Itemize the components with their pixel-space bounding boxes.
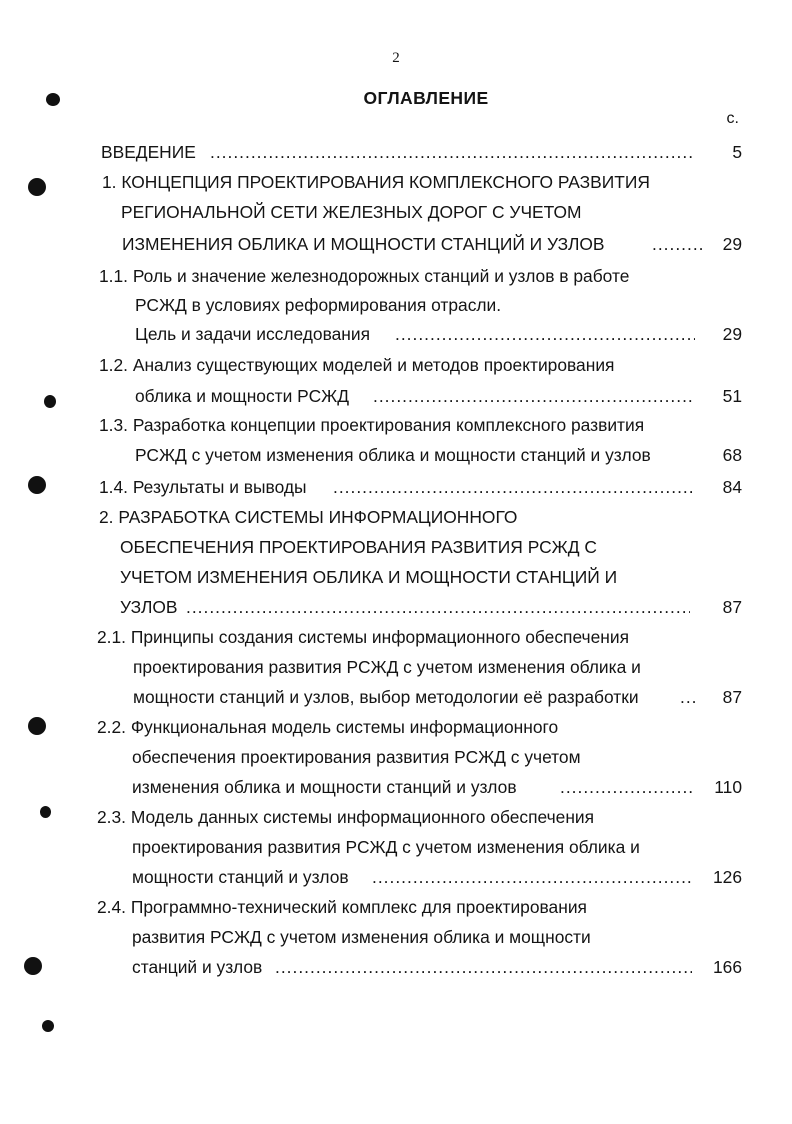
dot-leader xyxy=(373,384,695,408)
toc-entry-title-line: проектирования развития РСЖД с учетом изменения облика и xyxy=(132,837,640,857)
punch-hole-mark xyxy=(28,178,46,196)
toc-entry-title-line: УЧЕТОМ ИЗМЕНЕНИЯ ОБЛИКА И МОЩНОСТИ СТАНЦИЙ И xyxy=(120,567,618,587)
toc-entry-title-line: мощности станций и узлов xyxy=(132,867,349,887)
toc-entry-title-line: проектирования развития РСЖД с учетом изменения облика и xyxy=(133,657,641,677)
punch-hole-mark xyxy=(28,476,46,494)
toc-page-number: 87 xyxy=(722,597,742,617)
toc-entry-title: 2.2. Функциональная модель системы информационного xyxy=(97,717,559,737)
toc-page-number: 5 xyxy=(732,142,742,162)
toc-entry-title-line: мощности станций и узлов, выбор методологии её разработки xyxy=(133,687,639,707)
toc-entry-title: 1.3. Разработка концепции проектирования комплексного развития xyxy=(99,415,645,435)
toc-entry-title-line: обеспечения проектирования развития РСЖД с учетом xyxy=(132,747,581,767)
dot-leader xyxy=(395,322,695,346)
toc-entry-title: 1.1. Роль и значение железнодорожных станций и узлов в работе xyxy=(99,266,630,286)
toc-entry-title-line: станций и узлов xyxy=(132,957,263,977)
dot-leader xyxy=(186,595,690,619)
toc-entry-title-line: РСЖД с учетом изменения облика и мощности станций и узлов xyxy=(135,445,651,465)
toc-entry-title-line: ИЗМЕНЕНИЯ ОБЛИКА И МОЩНОСТИ СТАНЦИЙ И УЗЛОВ xyxy=(122,234,605,254)
punch-hole-mark xyxy=(28,717,46,735)
toc-entry-title: 2.3. Модель данных системы информационного обеспечения xyxy=(97,807,595,827)
toc-entry-title-line: РЕГИОНАЛЬНОЙ СЕТИ ЖЕЛЕЗНЫХ ДОРОГ С УЧЕТОМ xyxy=(121,202,582,222)
toc-entry-title: 1.4. Результаты и выводы xyxy=(99,477,307,497)
toc-page-number: 68 xyxy=(722,445,742,465)
toc-entry-title-line: изменения облика и мощности станций и узлов xyxy=(132,777,517,797)
toc-entry-title: 2.4. Программно-технический комплекс для проектирования xyxy=(97,897,587,917)
punch-hole-mark xyxy=(44,395,56,408)
dot-leader xyxy=(210,140,693,164)
toc-entry-title-line: УЗЛОВ xyxy=(120,597,178,617)
toc-entry-title-line: развития РСЖД с учетом изменения облика и мощности xyxy=(132,927,591,947)
page-column-label: с. xyxy=(726,110,739,127)
toc-entry-title: 1.2. Анализ существующих моделей и методов проектирования xyxy=(99,355,615,375)
toc-page-number: 126 xyxy=(712,867,742,887)
toc-entry-title: 2.1. Принципы создания системы информационного обеспечения xyxy=(97,627,630,647)
dot-leader xyxy=(275,955,692,979)
toc-entry-title-line: облика и мощности РСЖД xyxy=(135,386,349,406)
toc-entry-title-line: Цель и задачи исследования xyxy=(135,324,371,344)
dot-leader xyxy=(333,475,695,499)
toc-page-number: 29 xyxy=(722,324,742,344)
toc-entry-title: 1. КОНЦЕПЦИЯ ПРОЕКТИРОВАНИЯ КОМПЛЕКСНОГО РАЗВИТИЯ xyxy=(102,172,650,192)
toc-entry-title-line: РСЖД в условиях реформирования отрасли. xyxy=(135,295,502,315)
toc-page-number: 29 xyxy=(722,234,742,254)
dot-leader xyxy=(560,775,692,799)
toc-entry-title: ВВЕДЕНИЕ xyxy=(101,142,196,162)
page-title: ОГЛАВЛЕНИЕ xyxy=(363,88,489,108)
toc-page-number: 84 xyxy=(722,477,742,497)
punch-hole-mark xyxy=(42,1020,54,1032)
toc-entry-title: 2. РАЗРАБОТКА СИСТЕМЫ ИНФОРМАЦИОННОГО xyxy=(99,507,518,527)
toc-page-number: 51 xyxy=(722,386,742,406)
punch-hole-mark xyxy=(40,806,51,818)
page-number: 2 xyxy=(392,50,400,66)
toc-page-number: 166 xyxy=(712,957,742,977)
punch-hole-mark xyxy=(46,93,60,106)
dot-leader xyxy=(372,865,692,889)
toc-page-number: 110 xyxy=(714,777,742,797)
toc-entry-title-line: ОБЕСПЕЧЕНИЯ ПРОЕКТИРОВАНИЯ РАЗВИТИЯ РСЖД С xyxy=(120,537,597,557)
toc-page-number: 87 xyxy=(722,687,742,707)
punch-hole-mark xyxy=(24,957,42,975)
